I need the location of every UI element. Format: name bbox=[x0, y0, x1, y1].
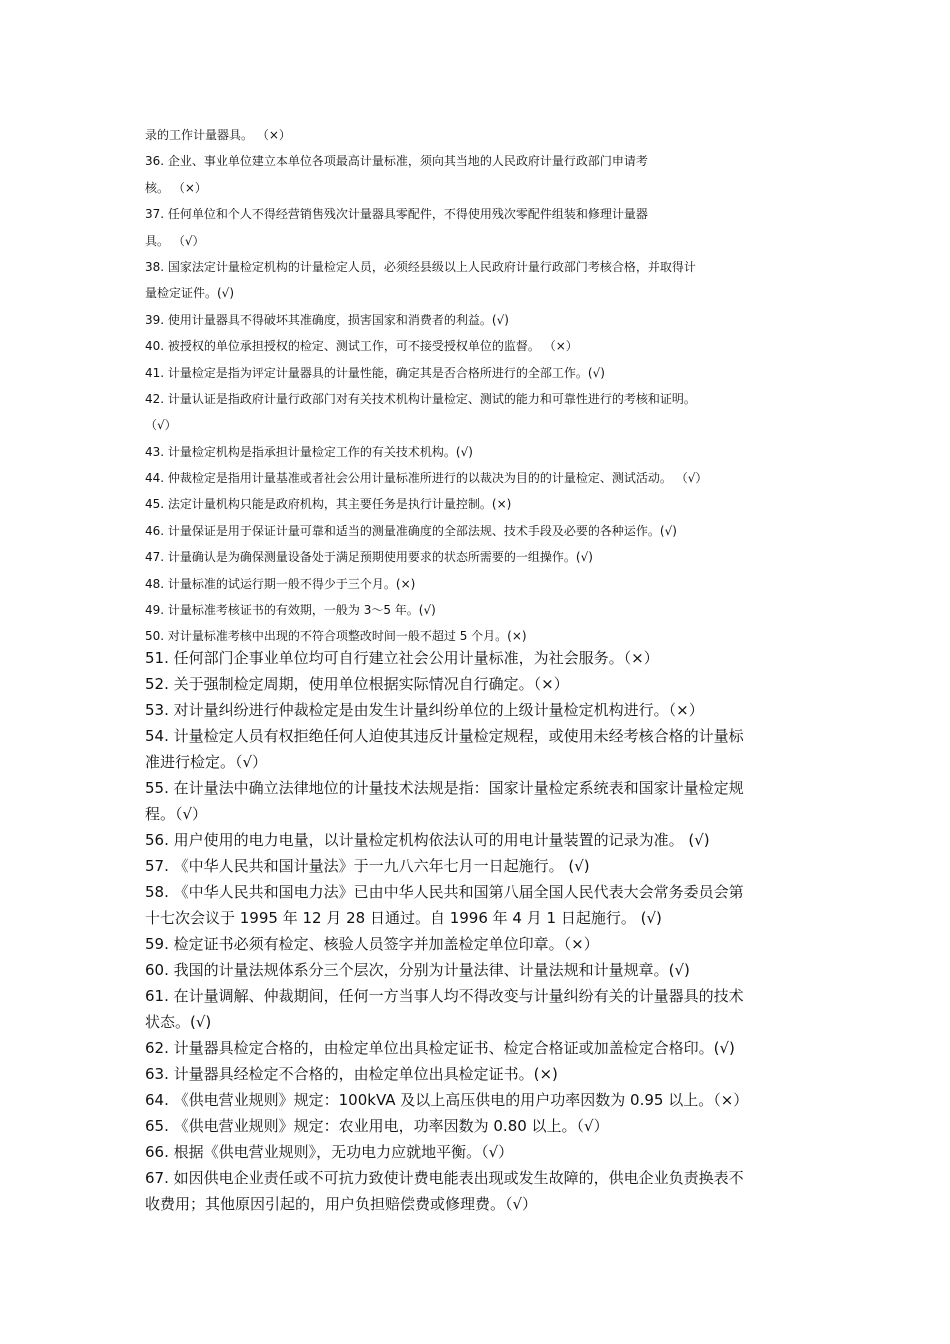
text-line: 64. 《供电营业规则》规定：100kVA 及以上高压供电的用户功率因数为 0.95 以上。（×） bbox=[145, 1091, 749, 1109]
text-line: 40. 被授权的单位承担授权的检定、测试工作，可不接受授权单位的监督。 （×） bbox=[145, 339, 578, 354]
text-line: 39. 使用计量器具不得破坏其准确度，损害国家和消费者的利益。(√) bbox=[145, 312, 509, 327]
text-line: 45. 法定计量机构只能是政府机构，其主要任务是执行计量控制。(×) bbox=[145, 497, 512, 512]
text-line: 48. 计量标准的试运行期一般不得少于三个月。(×) bbox=[145, 576, 416, 591]
text-line: 51. 任何部门企事业单位均可自行建立社会公用计量标准，为社会服务。（×） bbox=[145, 649, 659, 667]
text-line: 60. 我国的计量法规体系分三个层次，分别为计量法律、计量法规和计量规章。(√) bbox=[145, 961, 690, 979]
text-line: 67. 如因供电企业责任或不可抗力致使计费电能表出现或发生故障的，供电企业负责换表不 bbox=[145, 1169, 744, 1187]
text-line: 状态。(√) bbox=[145, 1013, 212, 1031]
text-line: 52. 关于强制检定周期，使用单位根据实际情况自行确定。（×） bbox=[145, 675, 569, 693]
text-line: 62. 计量器具检定合格的，由检定单位出具检定证书、检定合格证或加盖检定合格印。(√) bbox=[145, 1039, 735, 1057]
small-text-block bbox=[145, 122, 815, 650]
text-line: 具。 （√） bbox=[145, 233, 205, 248]
text-line: 录的工作计量器具。 （×） bbox=[145, 128, 291, 142]
text-line: 54. 计量检定人员有权拒绝任何人迫使其违反计量检定规程，或使用未经考核合格的计量标 bbox=[145, 727, 744, 745]
text-line: 47. 计量确认是为确保测量设备处于满足预期使用要求的状态所需要的一组操作。(√) bbox=[145, 550, 593, 565]
text-line: 十七次会议于 1995 年 12 月 28 日通过。自 1996 年 4 月 1 日起施行。 (√) bbox=[145, 909, 662, 927]
text-line: 58. 《中华人民共和国电力法》已由中华人民共和国第八届全国人民代表大会常务委员会第 bbox=[145, 883, 744, 901]
text-line: 59. 检定证书必须有检定、核验人员签字并加盖检定单位印章。（×） bbox=[145, 935, 599, 953]
text-line: 56. 用户使用的电力电量，以计量检定机构依法认可的用电计量装置的记录为准。 (√) bbox=[145, 831, 710, 849]
text-line: 量检定证件。(√) bbox=[145, 286, 235, 301]
text-line: 41. 计量检定是指为评定计量器具的计量性能，确定其是否合格所进行的全部工作。(√) bbox=[145, 365, 605, 380]
text-line: 程。（√） bbox=[145, 805, 208, 823]
text-line: 63. 计量器具经检定不合格的，由检定单位出具检定证书。(×) bbox=[145, 1065, 558, 1083]
text-line: 46. 计量保证是用于保证计量可靠和适当的测量准确度的全部法规、技术手段及必要的各种运作。(√) bbox=[145, 523, 677, 538]
text-line: 收费用；其他原因引起的，用户负担赔偿费或修理费。（√） bbox=[145, 1195, 538, 1213]
text-line: 44. 仲裁检定是指用计量基准或者社会公用计量标准所进行的以裁决为目的的计量检定、测试活动。 （√） bbox=[145, 471, 708, 486]
large-text-block bbox=[145, 645, 815, 1217]
text-line: 核。 （×） bbox=[145, 180, 207, 195]
text-line: 37. 任何单位和个人不得经营销售残次计量器具零配件，不得使用残次零配件组装和修理计量器 bbox=[145, 207, 648, 222]
text-line: 61. 在计量调解、仲裁期间，任何一方当事人均不得改变与计量纠纷有关的计量器具的技术 bbox=[145, 987, 744, 1005]
text-line: （√） bbox=[145, 418, 177, 433]
text-line: 43. 计量检定机构是指承担计量检定工作的有关技术机构。(√) bbox=[145, 444, 473, 459]
text-line: 准进行检定。（√） bbox=[145, 753, 268, 771]
text-line: 57. 《中华人民共和国计量法》于一九八六年七月一日起施行。 (√) bbox=[145, 857, 590, 875]
text-line: 53. 对计量纠纷进行仲裁检定是由发生计量纠纷单位的上级计量检定机构进行。（×） bbox=[145, 701, 704, 719]
text-line: 50. 对计量标准考核中出现的不符合项整改时间一般不超过 5 个月。(×) bbox=[145, 629, 527, 644]
text-line: 65. 《供电营业规则》规定：农业用电，功率因数为 0.80 以上。（√） bbox=[145, 1117, 609, 1135]
text-line: 36. 企业、事业单位建立本单位各项最高计量标准，须向其当地的人民政府计量行政部门申请考 bbox=[145, 154, 648, 169]
text-line: 49. 计量标准考核证书的有效期，一般为 3～5 年。(√) bbox=[145, 603, 436, 618]
text-line: 55. 在计量法中确立法律地位的计量技术法规是指：国家计量检定系统表和国家计量检定规 bbox=[145, 779, 744, 797]
text-line: 38. 国家法定计量检定机构的计量检定人员，必须经县级以上人民政府计量行政部门考核合格，并取得计 bbox=[145, 259, 696, 274]
text-line: 66. 根据《供电营业规则》，无功电力应就地平衡。（√） bbox=[145, 1143, 514, 1161]
text-line: 42. 计量认证是指政府计量行政部门对有关技术机构计量检定、测试的能力和可靠性进行的考核和证明。 bbox=[145, 391, 696, 406]
